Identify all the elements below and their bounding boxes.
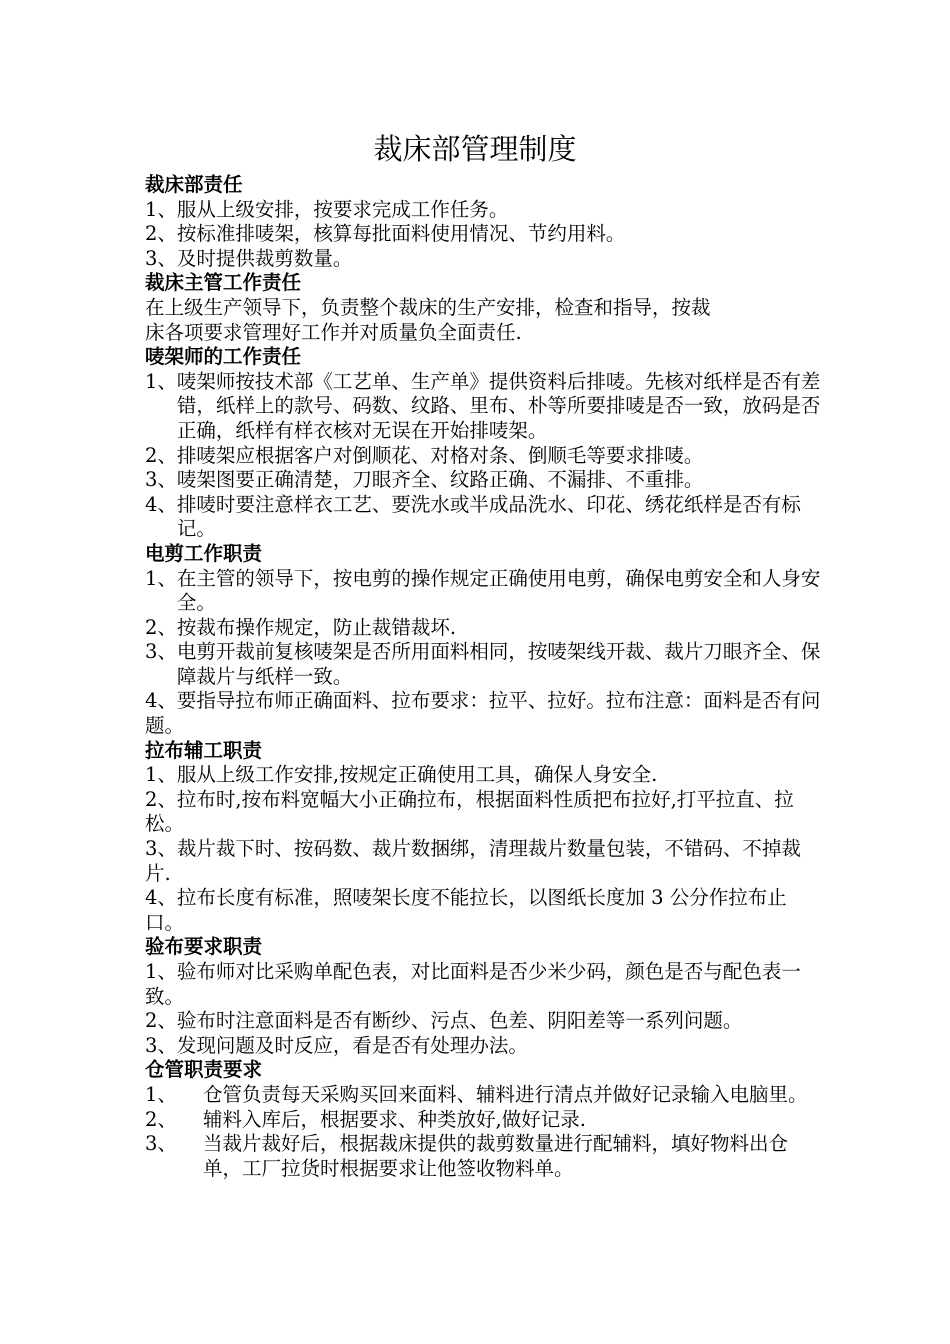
list-item [145, 1132, 825, 1181]
list-item-number: 3、 [145, 468, 177, 492]
list-item-number: 1、 [145, 1082, 177, 1106]
list-item: 4、要指导拉布师正确面料、拉布要求：拉平、拉好。拉布注意：面料是否有问题。 [145, 689, 821, 738]
list-item: 2、拉布时,按布料宽幅大小正确拉布，根据面料性质把布拉好,打平拉直、拉松。 [145, 787, 794, 836]
list-item-text: 唛架图要正确清楚，刀眼齐全、纹路正确、不漏排、不重排。 [176, 468, 704, 492]
section-heading-supervisor: 裁床主管工作责任 [145, 271, 302, 295]
list-item: 2、按标准排唛架，核算每批面料使用情况、节约用料。 [145, 222, 626, 246]
list-item [145, 493, 825, 542]
list-item-text: 在主管的领导下，按电剪的操作规定正确使用电剪，确保电剪安全和人身安全。 [176, 566, 821, 615]
section-heading-cutting-dept: 裁床部责任 [145, 173, 243, 196]
list-item [145, 616, 825, 641]
list-item: 1、验布师对比采购单配色表，对比面料是否少米少码，颜色是否与配色表一致。 [145, 960, 801, 1008]
list-item: 3、及时提供裁剪数量。 [145, 246, 353, 270]
paragraph-line: 床各项要求管理好工作并对质量负全面责任. [145, 320, 522, 344]
section-heading-electric-cutter: 电剪工作职责 [145, 541, 263, 565]
list-item-text: 唛架师按技术部《工艺单、生产单》提供资料后排唛。先核对纸样是否有差错，纸样上的款号、码数、纹路、里布、朴等所要排唛是否一致，放码是否正确，纸样有样衣核对无误在开始排唛架。 [176, 369, 821, 442]
list-item [145, 370, 825, 444]
section-heading-marker-maker: 唛架师的工作责任 [145, 345, 302, 369]
list-item-text: 当裁片裁好后，根据裁床提供的裁剪数量进行配辅料，填好物料出仓单，工厂拉货时根据要求让他签收物料单。 [203, 1132, 789, 1180]
list-item-number: 4、 [145, 492, 177, 516]
list-item [145, 1108, 825, 1133]
section-heading-spreading-assistant: 拉布辅工职责 [145, 738, 263, 762]
list-item-text: 排唛时要注意样衣工艺、要洗水或半成品洗水、印花、绣花纸样是否有标记。 [176, 492, 801, 541]
list-item [145, 444, 825, 469]
list-item: 3、发现问题及时反应，看是否有处理办法。 [145, 1033, 528, 1057]
paragraph-line: 在上级生产领导下，负责整个裁床的生产安排，检查和指导，按裁 [145, 295, 711, 319]
list-item-number: 3、 [145, 640, 177, 664]
page-title: 裁床部管理制度 [373, 132, 577, 166]
list-item [145, 567, 825, 616]
list-item-number: 3、 [145, 1132, 177, 1156]
list-item-text: 排唛架应根据客户对倒顺花、对格对条、倒顺毛等要求排唛。 [176, 443, 704, 467]
list-item: 4、拉布长度有标准，照唛架长度不能拉长，以图纸长度加 3 公分作拉布止口。 [145, 886, 787, 934]
list-item: 2、验布时注意面料是否有断纱、污点、色差、阴阳差等一系列问题。 [145, 1009, 743, 1033]
list-item: 3、裁片裁下时、按码数、裁片数捆绑，清理裁片数量包装，不错码、不掉裁片. [145, 837, 801, 885]
list-item [145, 468, 825, 493]
list-item [145, 1083, 825, 1108]
document-body [145, 173, 825, 1181]
list-item-text: 辅料入库后，根据要求、种类放好,做好记录. [203, 1107, 586, 1131]
list-item-number: 2、 [145, 615, 177, 639]
list-item-text: 按裁布操作规定，防止裁错裁坏. [176, 615, 457, 639]
list-item: 1、服从上级安排，按要求完成工作任务。 [145, 197, 509, 221]
list-item-number: 1、 [145, 369, 177, 393]
section-heading-fabric-inspection: 验布要求职责 [145, 935, 263, 959]
list-item-number: 1、 [145, 566, 177, 590]
list-item-text: 电剪开裁前复核唛架是否所用面料相同，按唛架线开裁、裁片刀眼齐全、保障裁片与纸样一致。 [176, 640, 821, 688]
section-heading-warehouse: 仓管职责要求 [145, 1058, 263, 1082]
list-item-number: 2、 [145, 1107, 177, 1131]
list-item: 1、服从上级工作安排,按规定正确使用工具，确保人身安全. [145, 763, 658, 787]
list-item-text: 仓管负责每天采购买回来面料、辅料进行清点并做好记录输入电脑里。 [203, 1082, 808, 1106]
list-item-number: 2、 [145, 443, 177, 467]
list-item [145, 640, 825, 689]
